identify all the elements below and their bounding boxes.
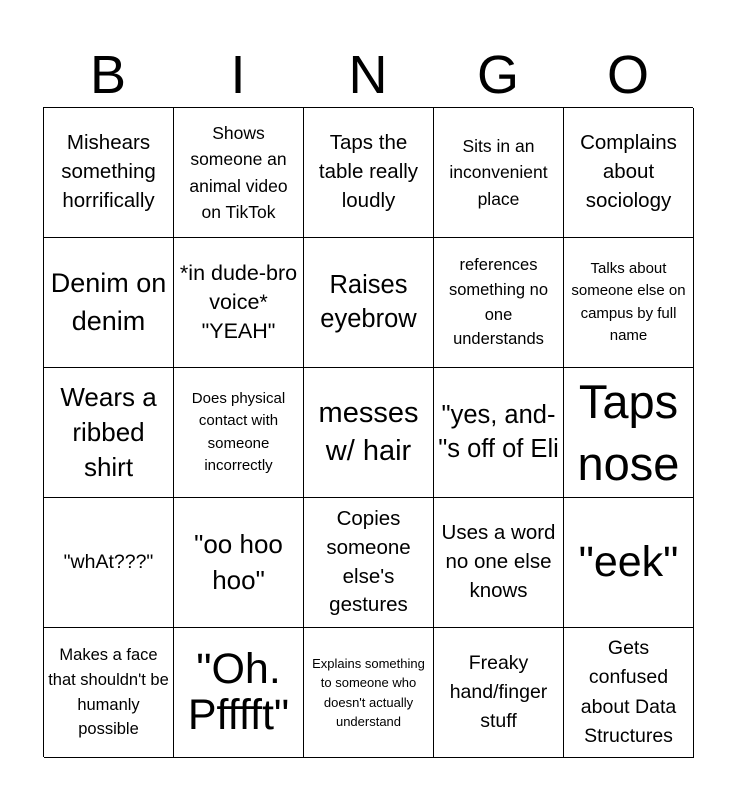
bingo-cell[interactable] [44,108,174,238]
bingo-cell[interactable] [434,368,564,498]
bingo-cell[interactable] [304,108,434,238]
cell-text: Uses a word no one else knows [441,521,556,602]
header-letter-n: N [348,45,388,105]
bingo-cell[interactable] [564,498,694,628]
bingo-card [43,107,693,757]
cell-text: "whAt???" [63,550,154,573]
bingo-cell[interactable] [304,498,434,628]
bingo-cell[interactable] [434,628,564,758]
header-letter-b: B [89,45,127,105]
cell-text: references something no one understands [448,256,549,349]
cell-text: Gets confused about Data Structures [580,637,677,747]
cell-text: Taps the table really loudly [318,131,419,212]
cell-text: Complains about sociology [580,131,677,212]
cell-text: messes w/ hair [318,396,419,467]
cell-text: *in dude-bro voice* "YEAH" [179,260,298,343]
bingo-cell[interactable] [174,628,304,758]
header-letter-i: I [230,45,246,105]
cell-text: Wears a ribbed shirt [60,381,157,483]
bingo-cell[interactable] [564,238,694,368]
cell-text: Mishears something horrifically [61,131,156,212]
cell-text: Explains something to someone who doesn't actually understand [312,655,425,729]
bingo-cell[interactable] [174,368,304,498]
cell-text: Copies someone else's gestures [326,507,411,617]
bingo-cell[interactable] [174,498,304,628]
bingo-cell[interactable] [174,238,304,368]
cell-text: "Oh. Pfffft" [187,645,290,739]
bingo-cell[interactable] [44,238,174,368]
cell-text: Freaky hand/finger stuff [449,651,548,733]
cell-text: "oo hoo hoo" [194,529,283,595]
bingo-cell[interactable] [434,238,564,368]
cell-text: "eek" [578,537,679,586]
bingo-cell[interactable] [434,108,564,238]
header-letter-o: O [606,45,649,105]
cell-text: Talks about someone else on campus by full name [571,259,686,344]
cell-text: Shows someone an animal video on TikTok [189,123,288,222]
cell-text: Does physical contact with someone incorrectly [191,389,286,474]
bingo-cell[interactable] [304,628,434,758]
bingo-header [43,42,693,108]
cell-text: "yes, and-"s off of Eli [438,401,559,463]
header-letter-g: G [476,45,519,105]
bingo-cell[interactable] [44,498,174,628]
bingo-cell[interactable] [174,108,304,238]
cell-text: Denim on denim [50,267,167,336]
cell-text: Raises eyebrow [320,271,417,333]
bingo-cell[interactable] [564,108,694,238]
bingo-cell[interactable] [44,368,174,498]
bingo-cell[interactable] [304,238,434,368]
bingo-cell[interactable] [564,368,694,498]
cell-text: Taps nose [577,375,680,490]
bingo-cell[interactable] [44,628,174,758]
bingo-cell[interactable] [434,498,564,628]
bingo-cell[interactable] [304,368,434,498]
cell-text: Makes a face that shouldn't be humanly possible [48,646,169,739]
cell-text: Sits in an inconvenient place [449,136,548,209]
bingo-cell[interactable] [564,628,694,758]
